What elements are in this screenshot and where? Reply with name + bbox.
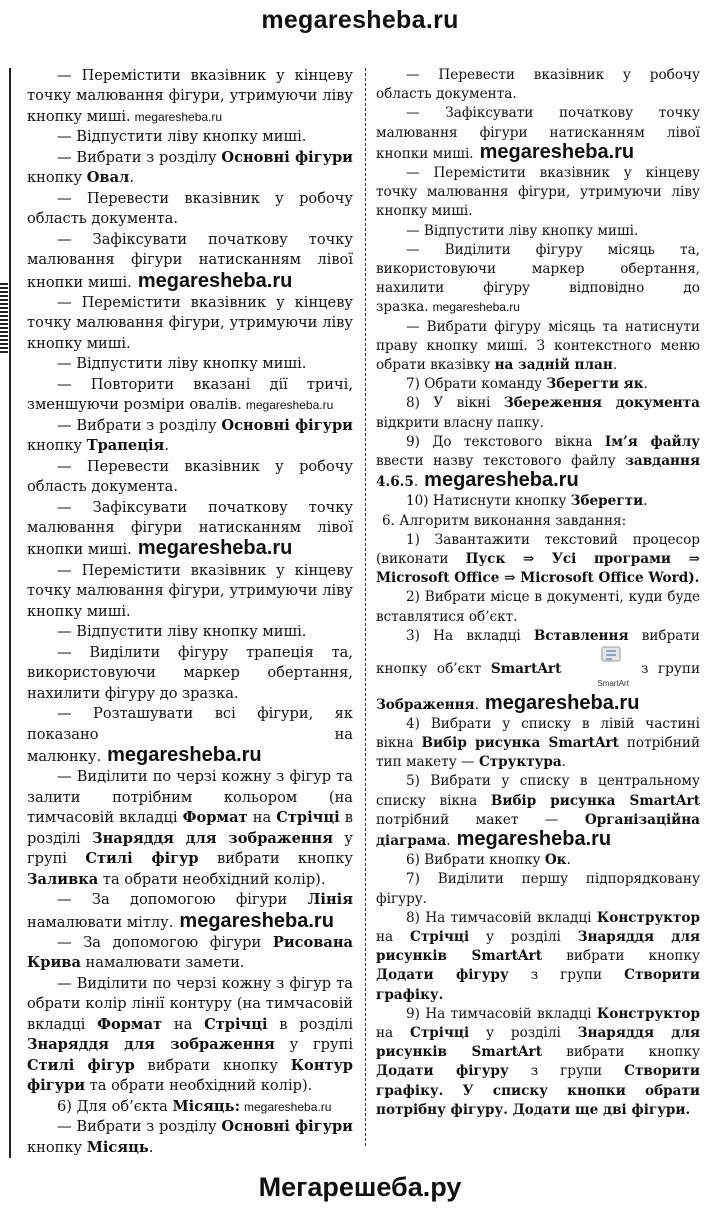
margin-ticks <box>0 283 8 355</box>
paragraph: — Відпустити ліву кнопку миші. <box>57 355 307 373</box>
paragraph: 7) Обрати команду Зберегти як. <box>406 376 648 393</box>
paragraph: — Перевести вказівник у робочу область документа. <box>27 457 353 496</box>
paragraph: 2) Вибрати місце в документі, куди буде вставлятися об’єкт. <box>376 589 700 625</box>
column-divider <box>365 68 366 1146</box>
watermark: megaresheba.ru <box>456 827 612 850</box>
paragraph: 10) Натиснути кнопку Зберегти. <box>406 493 648 510</box>
paragraph: — За допомогою фігури Лінія намалювати мітлу. megaresheba.ru <box>27 891 353 932</box>
watermark: megaresheba.ru <box>107 743 262 766</box>
paragraph: — Зафіксувати початкову точку малювання фігури натисканням лівої кнопки миші. megaresheba.ru <box>27 498 353 560</box>
watermark: megaresheba.ru <box>137 269 293 292</box>
site-footer: Мегарешеба.ру <box>258 1172 462 1202</box>
watermark: megaresheba.ru <box>134 109 223 124</box>
paragraph: — Вибрати фігуру місяць та натиснути праву кнопку миші. З контекстного меню обрати вказівку на задній план. <box>376 318 700 374</box>
paragraph: — Розташувати всі фігури, як показано на малюнку. megaresheba.ru <box>27 705 353 766</box>
paragraph: 3) На вкладці Вставлення вибрати кнопку об’єкт SmartArt SmartArt з групи Зображення. megaresheba.ru <box>376 627 700 714</box>
paragraph: 8) У вікні Збереження документа відкрити власну папку. <box>376 395 700 431</box>
paragraph: 4) Вибрати у списку в лівій частині вікна Вибір рисунка SmartArt потрібний тип макету — Структура. <box>376 715 701 771</box>
right-column <box>376 66 700 1120</box>
watermark: megaresheba.ru <box>432 300 520 315</box>
paragraph: — Виділити фігуру трапеція та, використовуючи маркер обертання, нахилити фігуру до зразка. <box>27 643 353 702</box>
paragraph: — Перемістити вказівник у кінцеву точку малювання фігури, утримуючи ліву кнопку миші. <box>27 293 353 352</box>
paragraph: 9) На тимчасовій вкладці Конструктор на Стрічці у розділі Знаряддя для рисунків SmartArt вибрати кнопку Додати фігуру з групи Створити графіку. У списку кнопки обрати потрібну фігуру. Додати ще дві фігури. <box>376 1005 700 1118</box>
paragraph: — Відпустити ліву кнопку миші. <box>406 222 639 239</box>
paragraph: 8) На тимчасовій вкладці Конструктор на Стрічці у розділі Знаряддя для рисунків SmartArt вибрати кнопку Додати фігуру з групи Створити графіку. <box>376 909 700 1003</box>
paragraph: — За допомогою фігури Рисована Крива намалювати замети. <box>27 934 353 972</box>
paragraph: — Вибрати з розділу Основні фігури кнопку Трапеція. <box>27 416 353 455</box>
paragraph: — Виділити по черзі кожну з фігур та обрати колір лінії контуру (на тимчасовій вкладці Формат на Стрічці в розділі Знаряддя для зображення у групі Стилі фігур вибрати кнопку Контур фігури та обрати необхідний колір). <box>27 974 353 1095</box>
paragraph: — Зафіксувати початкову точку малювання фігури натисканням лівої кнопки миші. megaresheba.ru <box>27 230 353 292</box>
paragraph: — Відпустити ліву кнопку миші. <box>57 128 307 146</box>
watermark: megaresheba.ru <box>243 1099 332 1114</box>
paragraph: — Повторити вказані дії тричі, зменшуючи розміри овалів. megaresheba.ru <box>27 375 353 414</box>
paragraph: — Вибрати з розділу Основні фігури кнопку Місяць. <box>27 1118 353 1156</box>
smartart-icon: SmartArt <box>567 646 625 693</box>
paragraph: 6) Для об’єкта Місяць: megaresheba.ru <box>57 1097 332 1115</box>
paragraph: 1) Завантажити текстовий процесор (виконати Пуск ⇒ Усі програми ⇒ Microsoft Office ⇒ Microsoft Office Word). <box>376 531 700 587</box>
paragraph: 6) Вибрати кнопку Ок. <box>406 852 571 869</box>
watermark: megaresheba.ru <box>245 398 334 413</box>
paragraph: 6. Алгоритм виконання завдання: <box>382 512 627 529</box>
watermark: megaresheba.ru <box>179 909 334 932</box>
paragraph: 5) Вибрати у списку в центральному списку вікна Вибір рисунка SmartArt потрібний макет — Організаційна діаграма. megaresheba.ru <box>376 773 700 850</box>
paragraph: — Перемістити вказівник у кінцеву точку малювання фігури, утримуючи ліву кнопку миші. <box>376 165 700 220</box>
paragraph: — Перемістити вказівник у кінцеву точку малювання фігури, утримуючи ліву кнопку миші. <box>27 561 353 620</box>
watermark: megaresheba.ru <box>479 140 635 163</box>
left-margin-rule <box>9 68 11 1158</box>
watermark: megaresheba.ru <box>484 691 640 714</box>
paragraph: — Перевести вказівник у робочу область документа. <box>376 67 700 103</box>
paragraph: — Вибрати з розділу Основні фігури кнопку Овал. <box>27 148 353 187</box>
paragraph: — Перевести вказівник у робочу область документа. <box>27 189 353 228</box>
paragraph: — Виділити по черзі кожну з фігур та залити потрібним кольором (на тимчасовій вкладці Формат на Стрічці в розділі Знаряддя для зображення у групі Стилі фігур вибрати кнопку Заливка та обрати необхідний колір). <box>27 768 354 888</box>
left-column <box>27 66 353 1158</box>
watermark: megaresheba.ru <box>424 469 579 492</box>
site-header: megaresheba.ru <box>261 6 459 34</box>
watermark: megaresheba.ru <box>137 537 293 560</box>
paragraph: 9) До текстового вікна Ім’я файлу ввести назву текстового файлу завдання 4.6.5. megaresheba.ru <box>376 433 700 492</box>
paragraph: — Перемістити вказівник у кінцеву точку малювання фігури, утримуючи ліву кнопку миші. megaresheba.ru <box>27 67 353 125</box>
paragraph: — Зафіксувати початкову точку малювання фігури натисканням лівої кнопки миші. megaresheba.ru <box>376 105 700 163</box>
paragraph: 7) Виділити першу підпорядковану фігуру. <box>376 871 700 907</box>
paragraph: — Відпустити ліву кнопку миші. <box>57 623 307 641</box>
paragraph: — Виділити фігуру місяць та, використовуючи маркер обертання, нахилити фігуру відповідно до зразка. megaresheba.ru <box>376 241 700 316</box>
